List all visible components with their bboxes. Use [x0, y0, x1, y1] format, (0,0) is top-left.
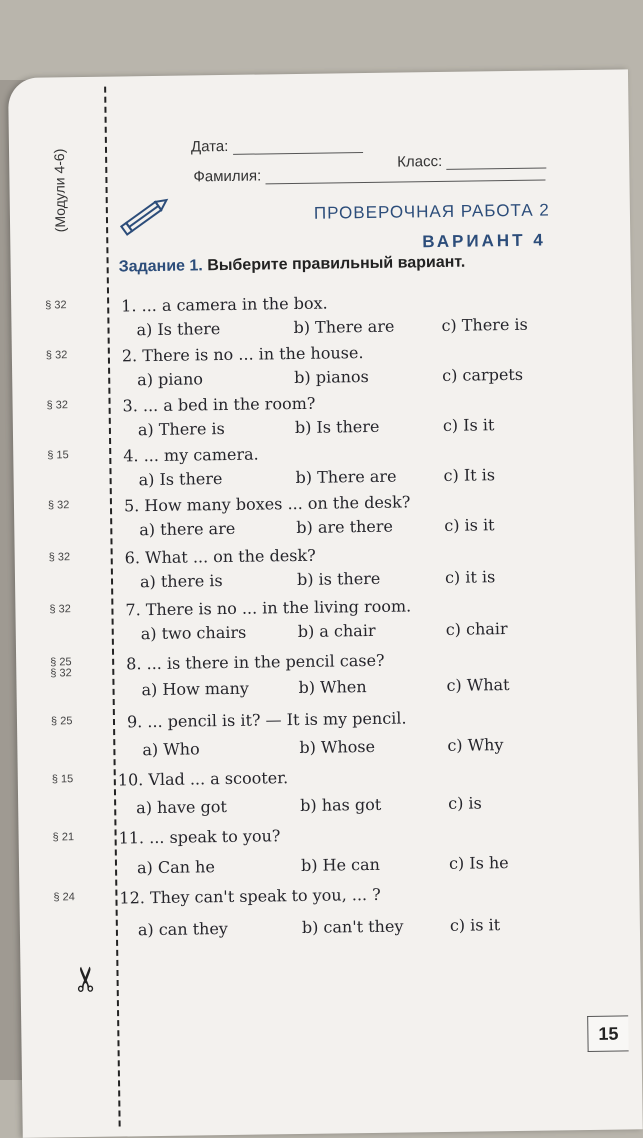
section-ref: § 32 — [49, 603, 71, 616]
section-ref: § 32 — [46, 399, 69, 412]
workbook-page — [8, 69, 643, 1138]
option-a[interactable]: a) there is — [139, 571, 223, 592]
question-stem: 10. Vlad ... a scooter. — [117, 768, 289, 790]
option-c[interactable]: c) is it — [444, 515, 495, 535]
date-blank[interactable] — [232, 135, 362, 155]
option-a[interactable]: a) piano — [137, 369, 204, 390]
date-label: Дата: — [190, 137, 229, 156]
section-ref: § 15 — [47, 449, 69, 462]
question-item — [18, 822, 619, 880]
option-c[interactable]: c) Is he — [448, 853, 509, 873]
section-ref: § 24 — [53, 891, 75, 904]
question-item — [12, 340, 613, 398]
option-b[interactable]: b) Whose — [299, 736, 376, 757]
question-item — [11, 290, 612, 348]
option-a[interactable]: a) How many — [141, 678, 249, 700]
option-b[interactable]: b) are there — [296, 516, 394, 538]
option-c[interactable]: c) is — [448, 793, 482, 813]
surname-field — [193, 163, 545, 186]
option-c[interactable]: c) Why — [447, 735, 504, 755]
question-item — [12, 390, 613, 448]
option-a[interactable]: a) there are — [139, 518, 236, 540]
option-b[interactable]: b) Is there — [294, 416, 380, 438]
option-c[interactable]: c) carpets — [442, 364, 524, 385]
pencil-icon — [118, 194, 175, 239]
option-b[interactable]: b) has got — [300, 794, 382, 815]
surname-label: Фамилия: — [193, 167, 262, 186]
option-b[interactable]: b) is there — [296, 568, 381, 590]
question-item — [14, 490, 615, 548]
question-item — [19, 882, 620, 940]
option-b[interactable]: b) There are — [293, 316, 395, 338]
task-number: Задание 1. — [118, 257, 203, 276]
option-a[interactable]: a) Can he — [136, 857, 215, 878]
option-c[interactable]: c) is it — [449, 915, 501, 935]
modules-label: (Модули 4-6) — [50, 148, 69, 233]
option-b[interactable]: b) a chair — [297, 620, 376, 642]
option-b[interactable]: b) can't they — [301, 916, 404, 937]
option-b[interactable]: b) When — [298, 677, 367, 698]
section-ref: § 32 — [48, 551, 71, 564]
option-c[interactable]: c) There is — [441, 314, 528, 335]
question-stem: 5. How many boxes ... on the desk? — [123, 492, 411, 516]
question-item — [13, 440, 614, 498]
option-a[interactable]: a) Is there — [136, 319, 221, 340]
page-title: ПРОВЕРОЧНАЯ РАБОТА 2 — [313, 200, 550, 223]
date-field — [191, 135, 363, 155]
option-c[interactable]: c) chair — [445, 619, 508, 639]
question-stem: 3. ... a bed in the room? — [122, 393, 316, 416]
surname-blank[interactable] — [265, 163, 545, 185]
option-c[interactable]: c) What — [446, 675, 510, 695]
question-stem: 9. ... pencil is it? — It is my pencil. — [126, 708, 407, 732]
question-stem: 1. ... a camera in the box. — [121, 293, 328, 316]
option-c[interactable]: c) It is — [443, 465, 496, 485]
question-item — [15, 594, 616, 652]
option-b[interactable]: b) He can — [300, 854, 381, 875]
task-heading — [119, 254, 466, 277]
task-text: Выберите правильный вариант. — [207, 253, 466, 275]
question-item — [17, 706, 618, 764]
option-a[interactable]: a) Is there — [138, 469, 223, 490]
question-stem: 7. There is no ... in the living room. — [125, 596, 412, 620]
section-ref: § 21 — [52, 831, 75, 844]
question-stem: 11. ... speak to you? — [118, 826, 281, 848]
question-stem: 2. There is no ... in the house. — [121, 343, 364, 366]
option-a[interactable]: a) There is — [137, 419, 225, 440]
section-ref: § 15 — [51, 773, 74, 786]
question-stem: 12. They can't speak to you, ... ? — [119, 884, 381, 908]
option-a[interactable]: a) two chairs — [140, 622, 247, 644]
option-b[interactable]: b) pianos — [294, 366, 369, 388]
question-item — [16, 648, 617, 706]
question-stem: 4. ... my camera. — [123, 444, 259, 466]
question-stem: 8. ... is there in the pencil case? — [126, 650, 385, 674]
variant-label: ВАРИАНТ 4 — [422, 230, 546, 252]
section-ref: § 32 — [47, 499, 70, 512]
section-ref: § 25 § 32 — [50, 656, 72, 680]
section-ref: § 25 — [50, 715, 73, 728]
section-ref: § 32 — [45, 349, 68, 362]
option-a[interactable]: a) have got — [136, 797, 227, 818]
option-c[interactable]: c) it is — [444, 567, 496, 587]
page-number: 15 — [587, 1015, 628, 1052]
option-c[interactable]: c) Is it — [442, 415, 495, 435]
section-ref: § 32 — [45, 299, 67, 312]
option-b[interactable]: b) There are — [295, 466, 397, 488]
option-a[interactable]: a) can they — [137, 919, 229, 940]
option-a[interactable]: a) Who — [142, 739, 200, 760]
question-item — [15, 542, 616, 600]
scissors-icon: ✂ — [67, 964, 107, 994]
question-item — [18, 764, 619, 822]
question-stem: 6. What ... on the desk? — [124, 545, 316, 568]
class-label: Класс: — [397, 152, 443, 171]
